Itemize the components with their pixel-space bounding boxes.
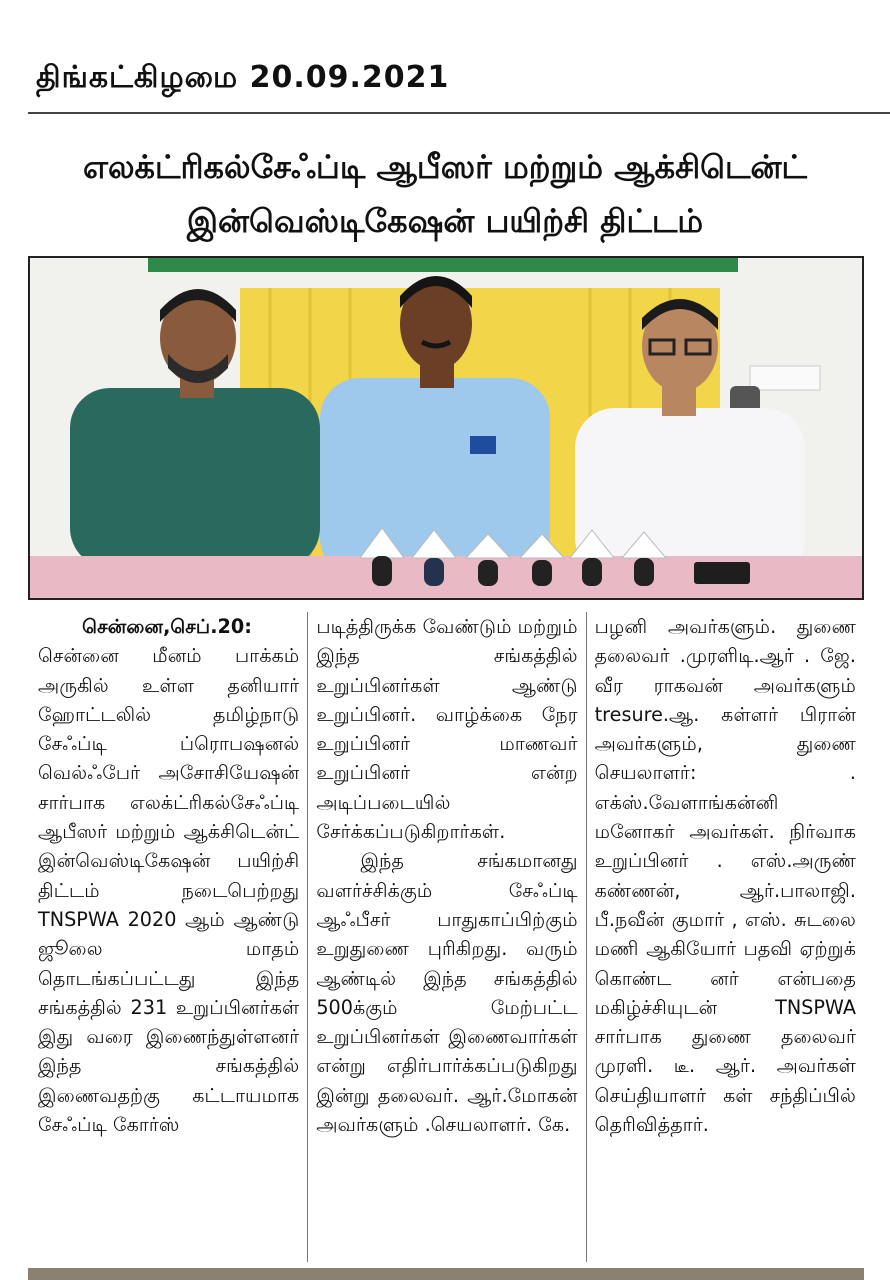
press-meet-photo	[28, 256, 864, 600]
issue-date: திங்கட்கிழமை 20.09.2021	[36, 60, 450, 95]
article-text-col2-para2: இந்த சங்கமானது வளர்ச்சிக்கும் சேஃப்டி ஆஃபீசர் பாதுகாப்பிற்கும் உறுதுணை புரிகிறது. வரும் ஆண்டில் இந்த சங்கத்தில் 500க்கும் மேற்பட்ட உறுப்பினர்கள் இணைவார்கள் என்று எதிர்பார்க்கப்படுகிறது இன்று தலைவர். ஆர்.மோகன் அவர்களும் .செயலாளர். கே.	[316, 849, 578, 1137]
phone-on-table	[694, 562, 750, 584]
green-banner	[148, 258, 738, 272]
article-text-col2-para1: படித்திருக்க வேண்டும் மற்றும் இந்த சங்கத்தில் உறுப்பினர்கள் ஆண்டு உறுப்பினர். வாழ்க்கை நேர உறுப்பினர் மாணவர் உறுப்பினர் என்ற அடிப்படையில் சேர்க்கப்படுகிறார்கள்.	[316, 615, 578, 844]
article-text-col3: பழனி அவர்களும். துணை தலைவர் .முரளிடி.ஆர் . ஜே. வீர ராகவன் அவர்களும் tresure.ஆ. கள்ளர் பிரான் அவர்களும், துணை செயலாளர்: . எக்ஸ்.வேளாங்கன்னி மனோகர் அவர்கள். நிர்வாக உறுப்பினர் . எஸ்.அருண் கண்ணன், ஆர்.பாலாஜி. பீ.நவீன் குமார் , எஸ். சுடலை மணி ஆகியோர் பதவி ஏற்றுக் கொண்ட னர் என்பதை மகிழ்ச்சியுடன் TNSPWA சார்பாக துணை தலைவர் முரளி. டீ. ஆர். அவர்கள் செய்தியாளர் கள் சந்திப்பில் தெரிவித்தார்.	[594, 615, 856, 1137]
article-column-2	[307, 612, 585, 1262]
headline-line-1: எலக்ட்ரிகல்சேஃப்டி ஆபீஸர் மற்றும் ஆக்சிடென்ட்	[82, 148, 808, 186]
article-text-col1: சென்னை மீனம் பாக்கம் அருகில் உள்ள தனியார் ஹோட்டலில் தமிழ்நாடு சேஃப்டி ப்ரொபஷனல் வெல்ஃபேர் அசோசியேஷன் சார்பாக எலக்ட்ரிகல்சேஃப்டி ஆபீஸர் மற்றும் ஆக்சிடென்ட் இன்வெஸ்டிகேஷன் பயிற்சி திட்டம் நடைபெற்றது TNSPWA 2020 ஆம் ஆண்டு ஜூலை மாதம் தொடங்கப்பட்டது இந்த சங்கத்தில் 231 உறுப்பினர்கள் இது வரை இணைந்துள்ளனர் இந்த சங்கத்தில் இணைவதற்கு கட்டாயமாக சேஃப்டி கோர்ஸ்	[38, 644, 300, 1137]
article-column-1	[30, 612, 307, 1262]
article-column-3	[586, 612, 864, 1262]
press-meet-illustration	[30, 258, 862, 598]
article-body	[30, 612, 864, 1262]
header-rule	[28, 112, 890, 114]
headline	[0, 140, 890, 248]
headline-line-2: இன்வெஸ்டிகேஷன் பயிற்சி திட்டம்	[186, 202, 704, 240]
dateline: சென்னை,செப்.20:	[82, 615, 252, 638]
next-article-edge	[28, 1268, 864, 1280]
